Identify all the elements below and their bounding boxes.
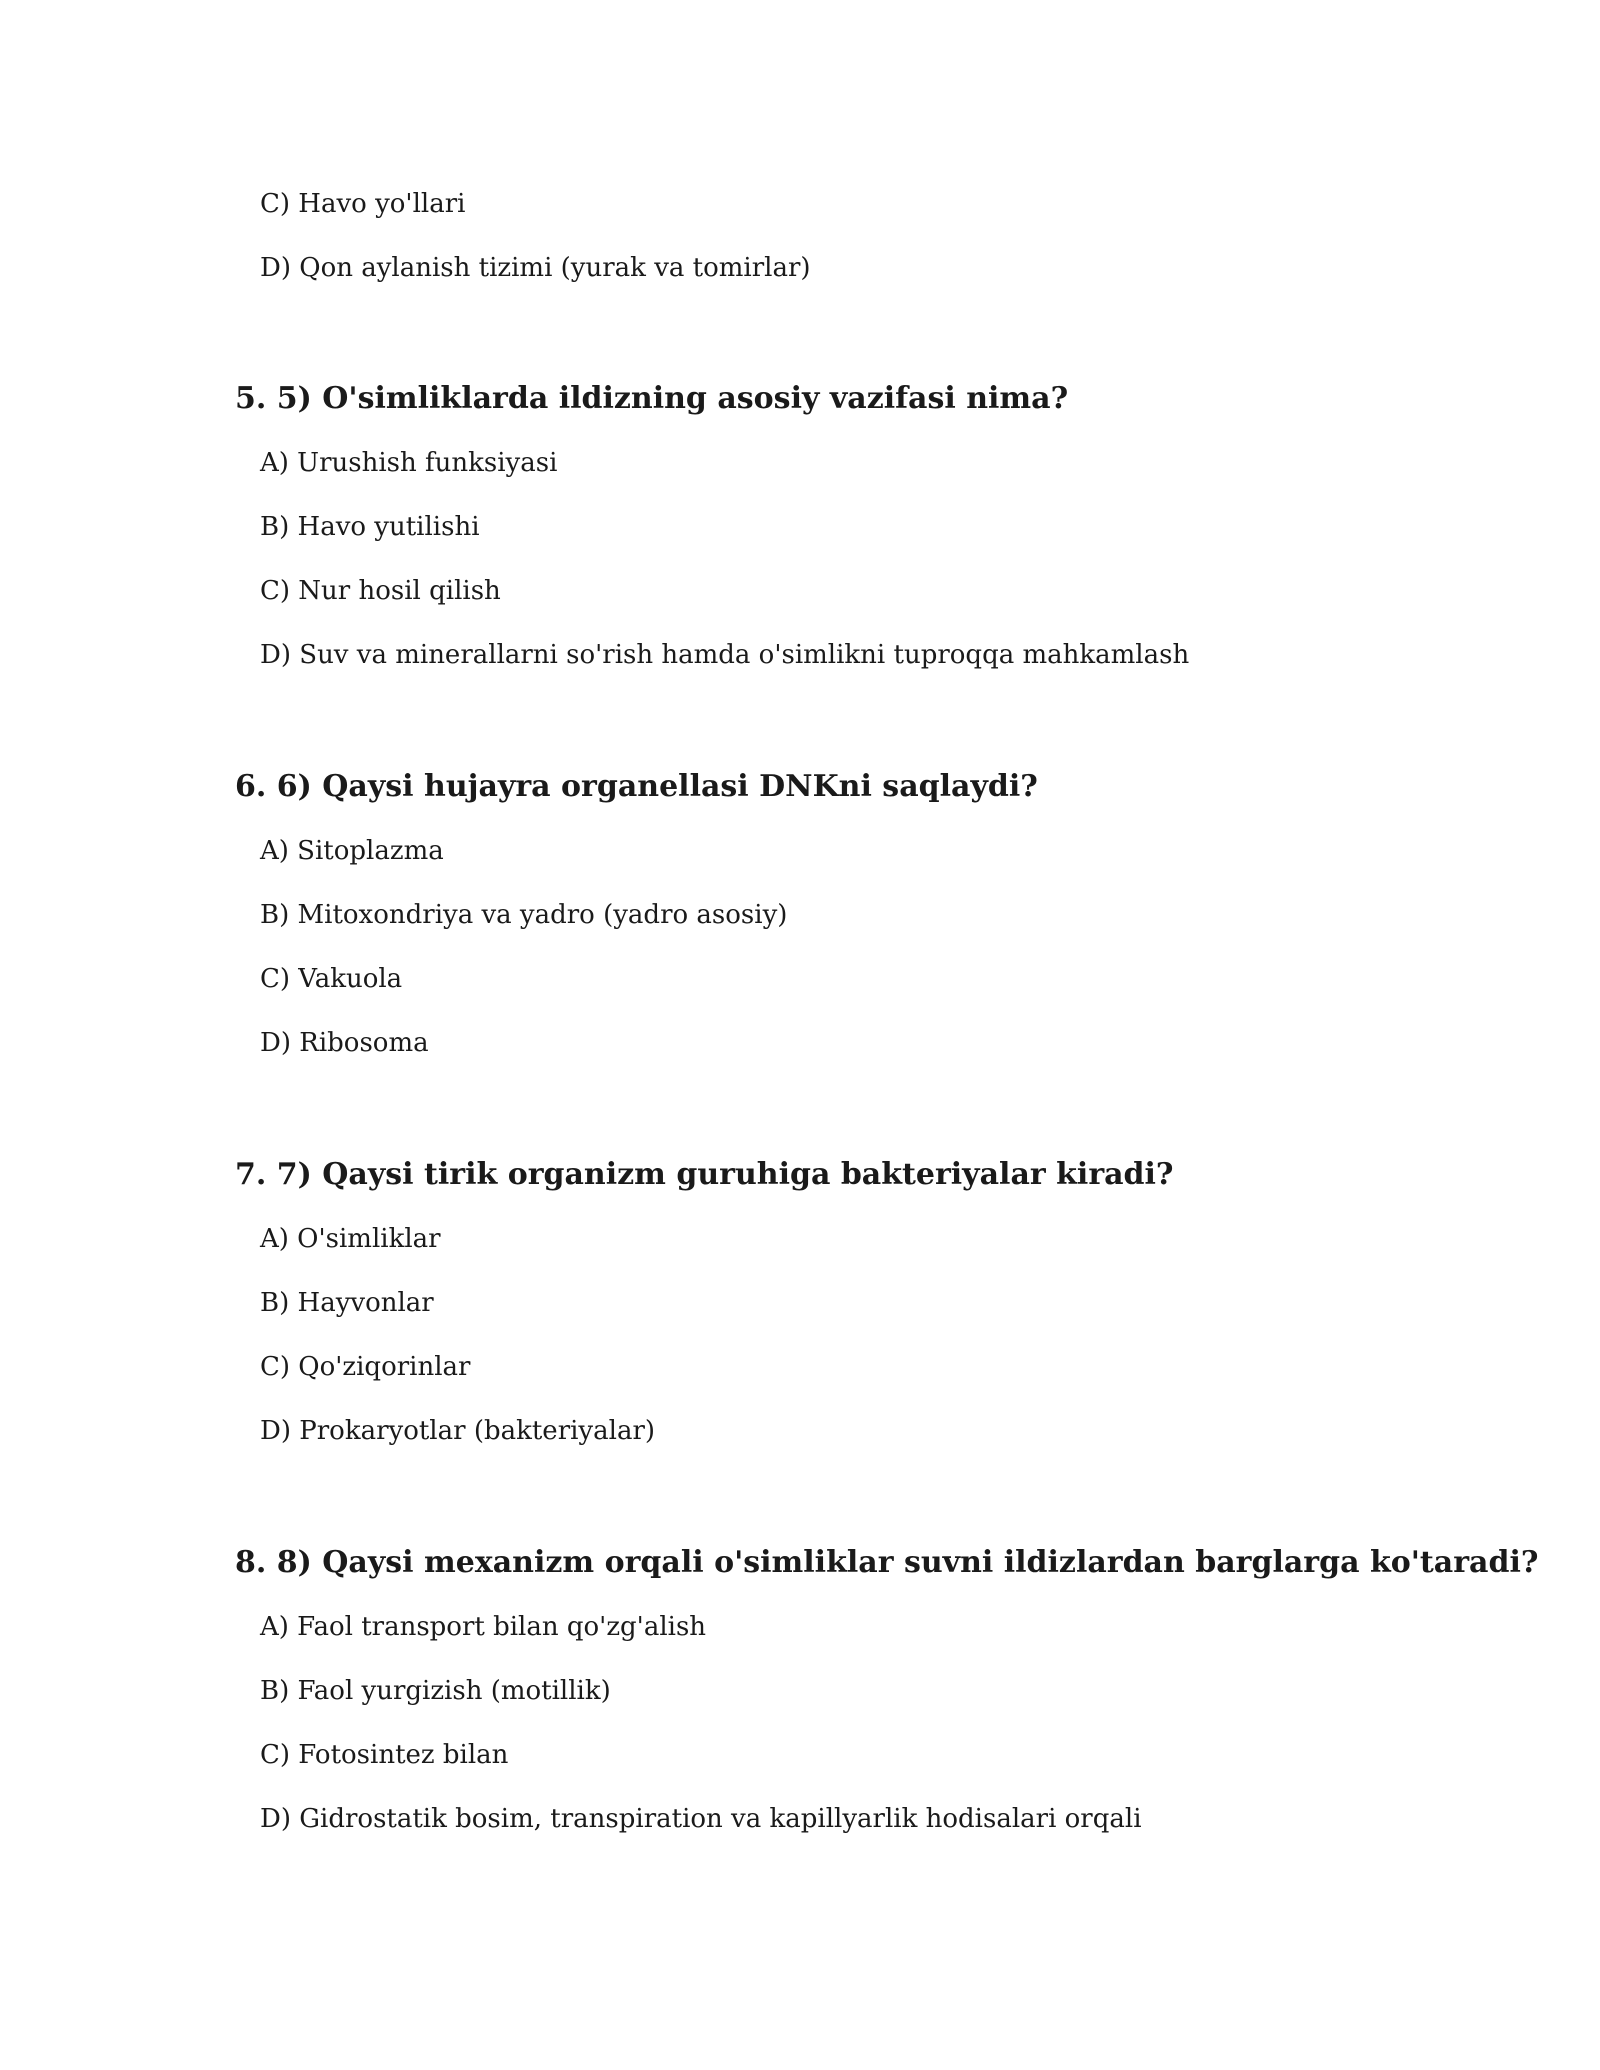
question-6-option-d: D) Ribosoma — [260, 1028, 429, 1058]
question-8-option-b: B) Faol yurgizish (motillik) — [260, 1676, 611, 1706]
question-5-option-a: A) Urushish funksiyasi — [260, 448, 558, 478]
question-5-option-b: B) Havo yutilishi — [260, 512, 480, 542]
question-8-option-a: A) Faol transport bilan qo'zg'alish — [260, 1612, 707, 1642]
question-7-option-c: C) Qo'ziqorinlar — [260, 1352, 471, 1382]
prev-option-d: D) Qon aylanish tizimi (yurak va tomirlar) — [260, 253, 811, 283]
question-7-title: 7. 7) Qaysi tirik organizm guruhiga bakteriyalar kiradi? — [235, 1157, 1174, 1192]
question-7-option-a: A) O'simliklar — [260, 1224, 441, 1254]
question-5-option-c: C) Nur hosil qilish — [260, 576, 501, 606]
question-6-option-b: B) Mitoxondriya va yadro (yadro asosiy) — [260, 900, 788, 930]
question-8-title: 8. 8) Qaysi mexanizm orqali o'simliklar suvni ildizlardan barglarga ko'taradi? — [235, 1545, 1539, 1580]
question-6-title: 6. 6) Qaysi hujayra organellasi DNKni saqlaydi? — [235, 769, 1038, 804]
prev-option-c: C) Havo yo'llari — [260, 189, 466, 219]
question-5-title: 5. 5) O'simliklarda ildizning asosiy vazifasi nima? — [235, 381, 1069, 416]
question-8-option-d: D) Gidrostatik bosim, transpiration va kapillyarlik hodisalari orqali — [260, 1804, 1142, 1834]
question-6-option-a: A) Sitoplazma — [260, 836, 444, 866]
question-6-option-c: C) Vakuola — [260, 964, 403, 994]
question-7-option-d: D) Prokaryotlar (bakteriyalar) — [260, 1416, 656, 1446]
question-7-option-b: B) Hayvonlar — [260, 1288, 434, 1318]
question-5-option-d: D) Suv va minerallarni so'rish hamda o'simlikni tuproqqa mahkamlash — [260, 640, 1190, 670]
question-8-option-c: C) Fotosintez bilan — [260, 1740, 509, 1770]
